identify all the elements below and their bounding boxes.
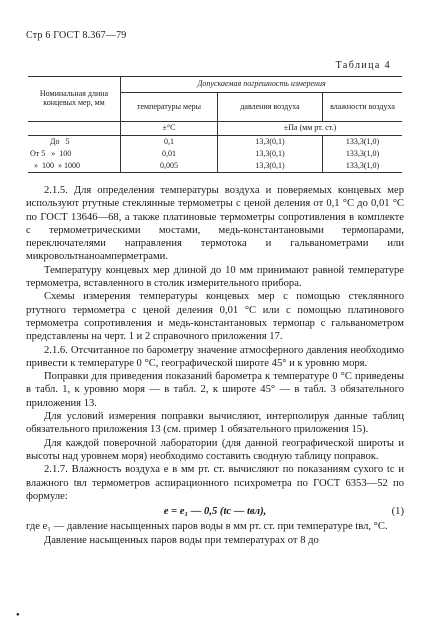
cell-length: До 5 bbox=[28, 136, 121, 149]
unit-blank bbox=[28, 122, 121, 136]
paragraph: Для условий измерения поправки вычисляют, интерполируя данные таблиц обязательного приложения 13 (см. пример 1 обязательного приложения 15). bbox=[26, 411, 404, 436]
formula-number: (1) bbox=[391, 506, 404, 518]
cell-humidity: 133,3(1,0) bbox=[345, 148, 380, 158]
paragraph: Температуру концевых мер длиной до 10 мм принимают равной температуре термометра, вставленного в столик измерительного прибора. bbox=[26, 264, 404, 290]
paragraph: Для каждой поверочной лаборатории (для данной географической широты и высоты над уровнем моря) необходимо составить сводную таблицу поправок. bbox=[26, 437, 404, 462]
cell-temp: 0,005 bbox=[121, 160, 218, 173]
column-header-pressure-text: давления воздуха bbox=[240, 101, 300, 111]
column-header-length bbox=[28, 77, 121, 122]
cell-pressure: 13,3(0,1) bbox=[218, 136, 323, 149]
table-row bbox=[28, 136, 402, 149]
where-text: где e₁ — давление насыщенных паров воды в мм рт. ст. при температуре tвл, °С. bbox=[26, 521, 388, 533]
paragraph: 2.1.7. Влажность воздуха e в мм рт. ст. вычисляют по показаниям сухого tс и влажного tвл термометров аспирационного психрометра по ГОСТ 6353—52 по формуле: bbox=[26, 464, 404, 502]
cell-temp: 0,1 bbox=[121, 136, 218, 149]
cell-humidity: 133,3(1,0) bbox=[323, 160, 403, 173]
page-header: Стр 6 ГОСТ 8.367—79 bbox=[26, 30, 127, 41]
column-header-humidity-text: влажности воздуха bbox=[330, 101, 395, 111]
paragraph: Поправки для приведения показаний барометра к температуре 0 °С приведены в табл. 1, к уровню моря — в табл. 2, к широте 45° — в табл. 3 обязательного приложения 13. bbox=[26, 371, 404, 409]
formula bbox=[26, 505, 404, 518]
cell-temp: 0,01 bbox=[121, 148, 218, 160]
error-table bbox=[28, 76, 402, 173]
table-row bbox=[28, 148, 402, 160]
column-header-temp bbox=[121, 93, 218, 122]
margin-mark-icon: ● bbox=[16, 612, 20, 618]
body-text bbox=[26, 184, 404, 547]
cell-length: » 100 » 1000 bbox=[28, 160, 121, 173]
cell-pressure: 13,3(0,1) bbox=[218, 160, 323, 173]
column-header-humidity bbox=[323, 93, 403, 122]
paragraph: Давление насыщенных паров воды при температурах от 8 до bbox=[44, 534, 319, 546]
paragraph: 2.1.5. Для определения температуры воздуха и поверяемых концевых мер используют ртутные стеклянные термометры с ценой деления от 0,1 °С до 0,01 °С по ГОСТ 13646—68, а также платиновые термометры сопротивления в комплекте с термометрическими мостами, медь-константановыми термопарами, переключателями направления термотока и гальванометрами или микровольтнаноамперметрами. bbox=[26, 185, 404, 263]
table-label: Таблица 4 bbox=[335, 60, 391, 71]
cell-pressure: 13,3(0,1) bbox=[218, 148, 323, 160]
table-row bbox=[28, 160, 402, 173]
unit-temp: ±°С bbox=[121, 122, 218, 136]
column-group-header-text: Допускаемая погрешность измерения bbox=[197, 79, 326, 89]
unit-pressure-humidity: ±Па (мм рт. ст.) bbox=[218, 122, 403, 136]
cell-humidity: 133,3(1,0) bbox=[345, 136, 380, 146]
paragraph: Схемы измерения температуры концевых мер с помощью стеклянного ртутного термометра с ценой деления 0,01 °С или с помощью платинового термометра сопротивления и медь-константановых термопар с гальванометром представлены на черт. 1 и 2 справочного приложения 17. bbox=[26, 291, 404, 343]
column-header-temp-text: температуры меры bbox=[136, 101, 202, 111]
cell-length: От 5 » 100 bbox=[28, 148, 121, 160]
paragraph: 2.1.6. Отсчитанное по барометру значение атмосферного давления необходимо привести к температуре 0 °С, географической широте 45° и к уровню моря. bbox=[26, 344, 404, 369]
column-header-length-text: Номинальная длина концевых мер, мм bbox=[39, 89, 109, 107]
column-header-pressure bbox=[218, 93, 323, 122]
formula-text: e = e₁ — 0,5 (tс — tвл), bbox=[163, 506, 267, 518]
column-group-header bbox=[121, 77, 403, 93]
